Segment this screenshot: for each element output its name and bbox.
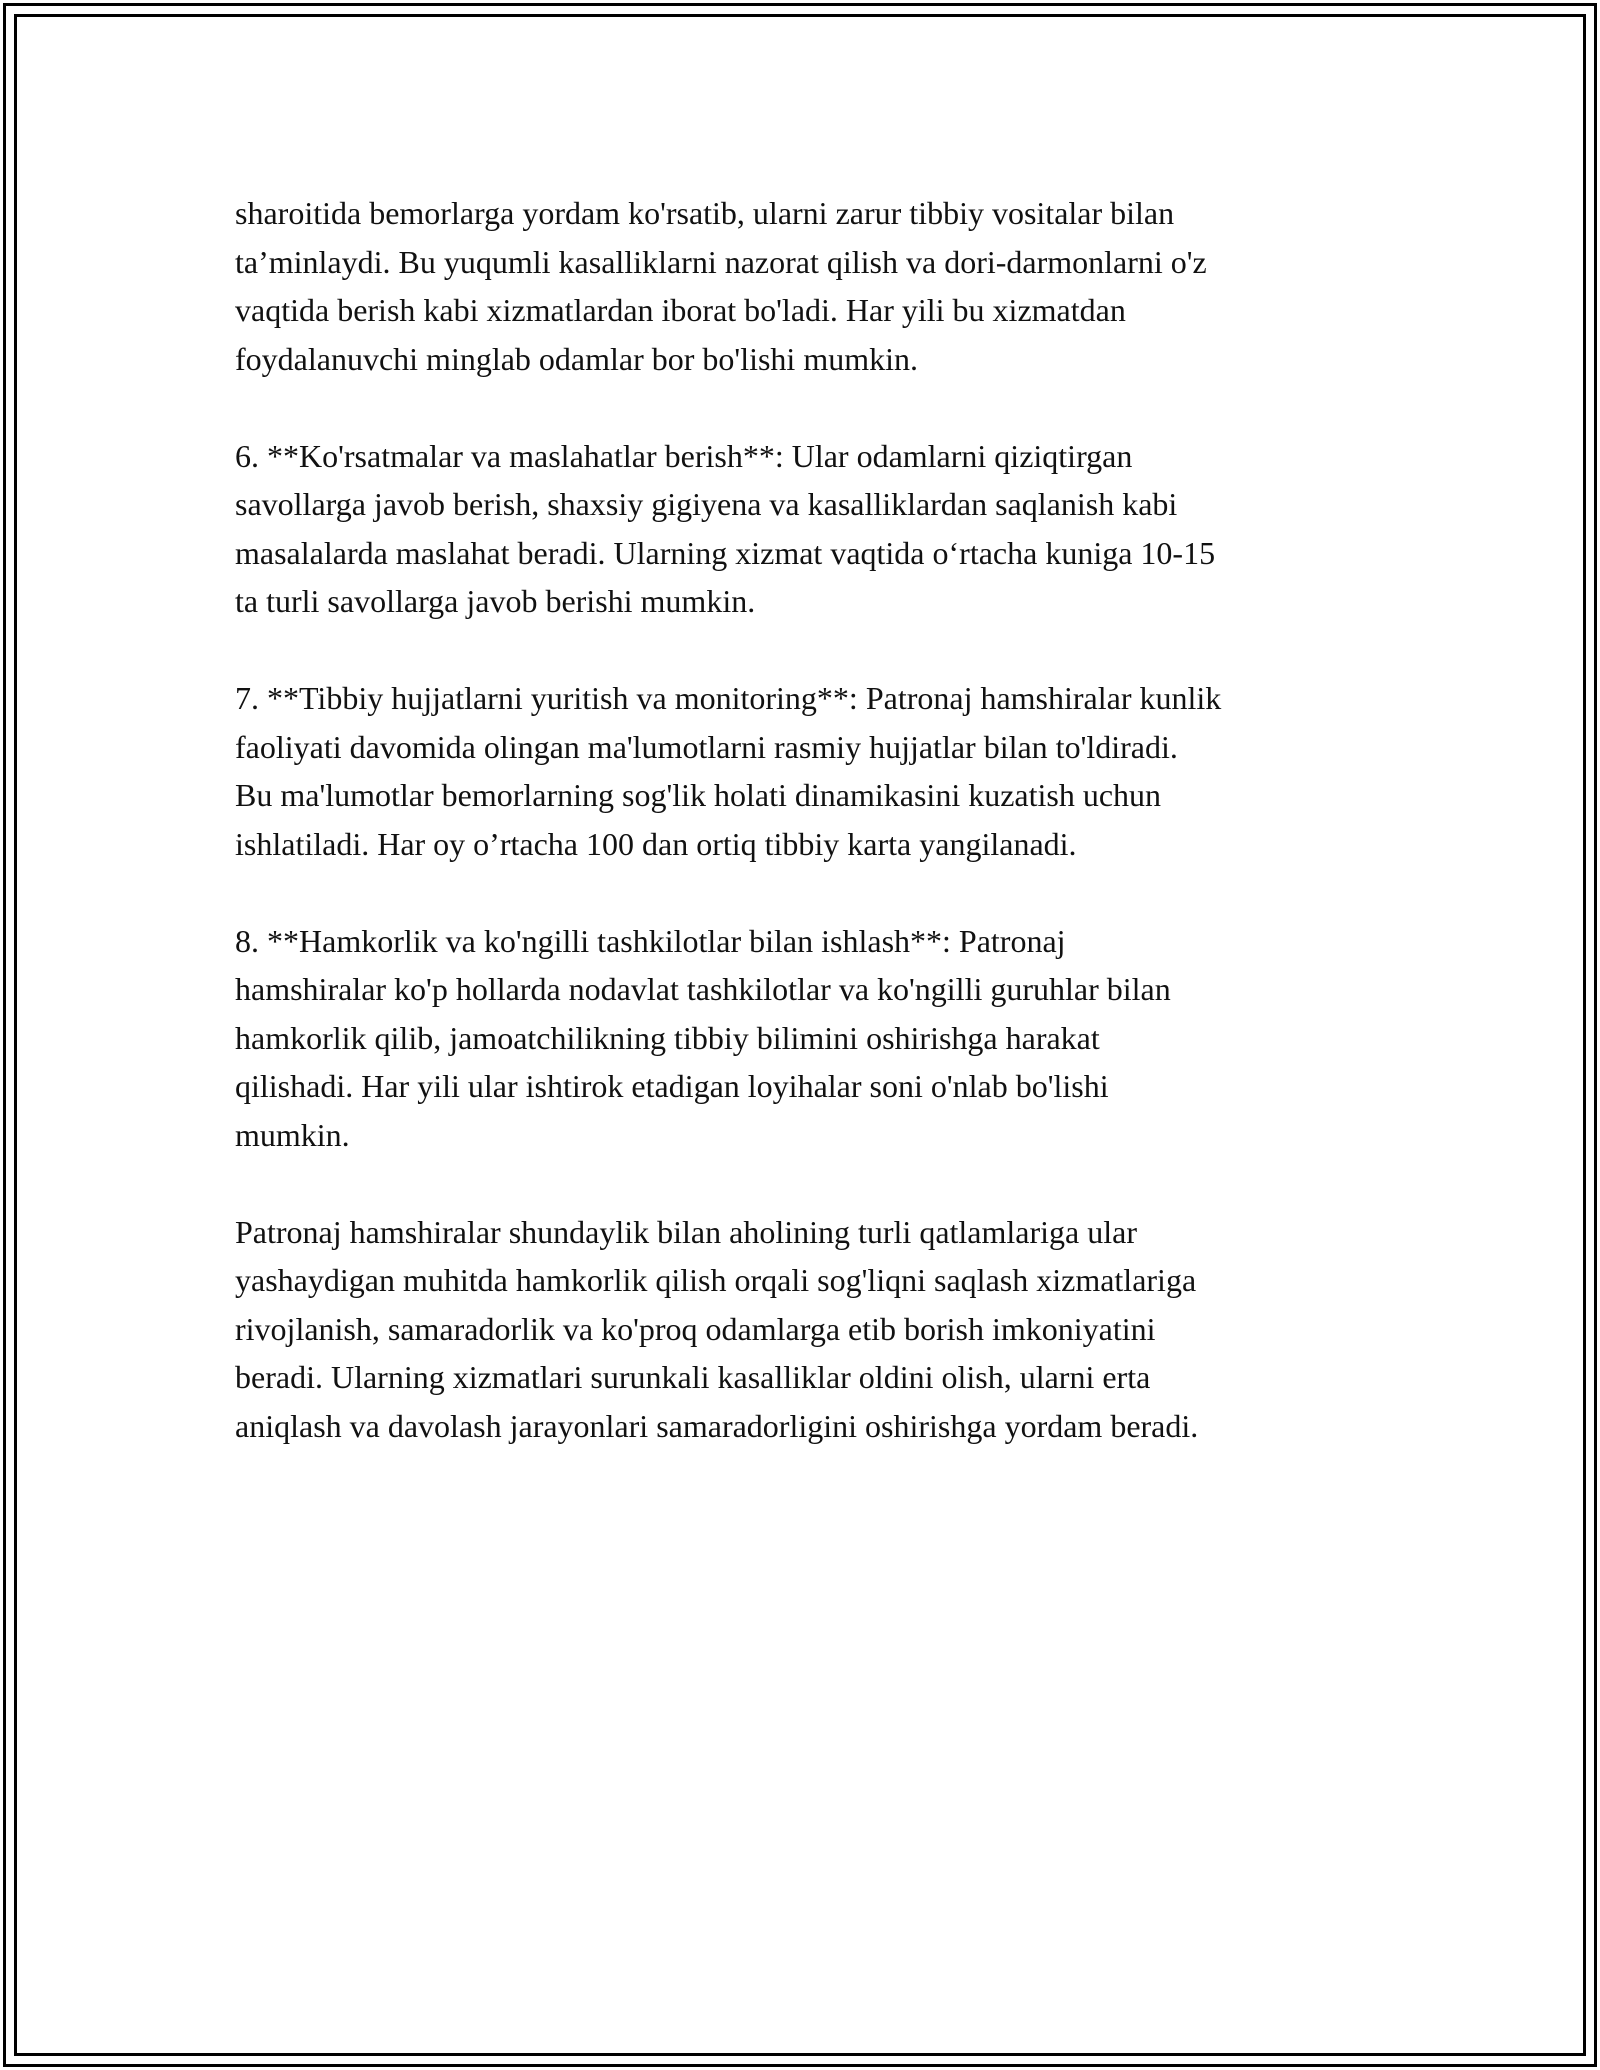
paragraph-item-6: 6. **Ko'rsatmalar va maslahatlar berish**: Ular odamlarni qiziqtirgan savollarga javob berish, shaxsiy gigiyena va kasalliklardan saqlanish kabi masalalarda maslahat beradi. Ularning xizmat vaqtida o‘rtacha kuniga 10-15 ta turli savollarga javob berishi mumkin. xyxy=(235,437,1216,619)
paragraph-continuation: sharoitida bemorlarga yordam ko'rsatib, ularni zarur tibbiy vositalar bilan ta’minlaydi. Bu yuqumli kasalliklarni nazorat qilish va dori-darmonlarni o'z vaqtida berish kabi xizmatlardan iborat bo'ladi. Har yili bu xizmatdan foydalanuvchi minglab odamlar bor bo'lishi mumkin. xyxy=(235,195,1207,377)
paragraph-item-7: 7. **Tibbiy hujjatlarni yuritish va monitoring**: Patronaj hamshiralar kunlik faoliyati davomida olingan ma'lumotlarni rasmiy hujjatlar bilan to'ldiradi. Bu ma'lumotlar bemorlarning sog'lik holati dinamikasini kuzatish uchun ishlatiladi. Har oy o’rtacha 100 dan ortiq tibbiy karta yangilanadi. xyxy=(235,680,1222,862)
paragraph-item-8: 8. **Hamkorlik va ko'ngilli tashkilotlar bilan ishlash**: Patronaj hamshiralar ko'p hollarda nodavlat tashkilotlar va ko'ngilli guruhlar bilan hamkorlik qilib, jamoatchilikning tibbiy bilimini oshirishga harakat qilishadi. Har yili ular ishtirok etadigan loyihalar soni o'nlab bo'lishi mumkin. xyxy=(235,922,1171,1153)
document-body xyxy=(235,189,1385,1499)
paragraph-conclusion: Patronaj hamshiralar shundaylik bilan aholining turli qatlamlariga ular yashaydigan muhitda hamkorlik qilish orqali sog'liqni saqlash xizmatlariga rivojlanish, samaradorlik va ko'proq odamlarga etib borish imkoniyatini beradi. Ularning xizmatlari surunkali kasalliklar oldini olish, ularni erta aniqlash va davolash jarayonlari samaradorligini oshirishga yordam beradi. xyxy=(235,1213,1199,1444)
